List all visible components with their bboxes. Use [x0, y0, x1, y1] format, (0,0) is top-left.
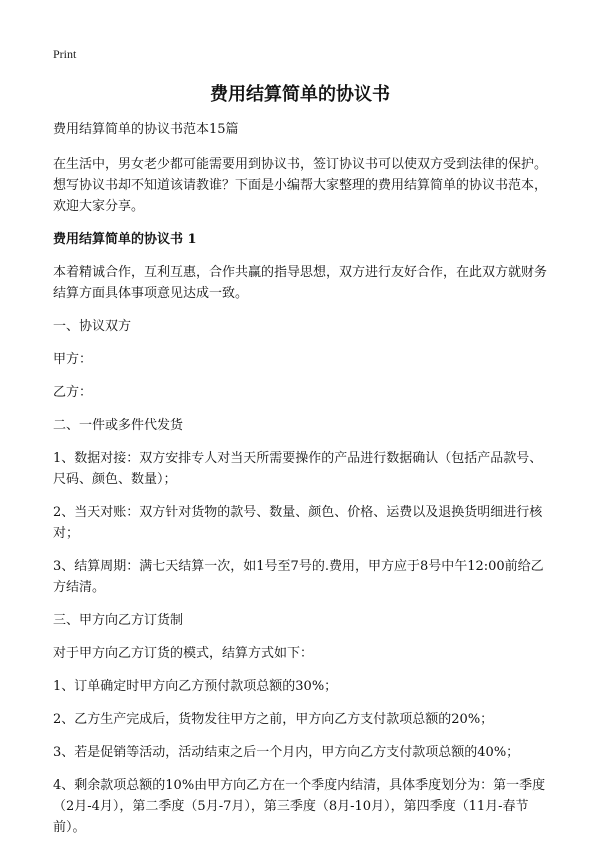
party-a-line: 甲方： — [53, 352, 93, 367]
clause-item: 2、当天对账：双方针对货物的款号、数量、颜色、价格、运费以及退换货明细进行核对； — [53, 505, 543, 541]
clause-heading-parties: 一、协议双方 — [53, 319, 132, 334]
document-title: 费用结算简单的协议书 — [210, 84, 390, 105]
clause-item: 3、结算周期：满七天结算一次，如1号至7号的.费用，甲方应于8号中午12:00前给乙方结清。 — [53, 559, 544, 595]
document-body — [53, 119, 553, 850]
paragraph-preamble: 本着精诚合作，互利互惠，合作共赢的指导思想，双方进行友好合作，在此双方就财务结算方面具体事项意见达成一致。 — [53, 265, 548, 301]
clause-item: 1、数据对接：双方安排专人对当天所需要操作的产品进行数据确认（包括产品款号、尺码、颜色、数量）； — [53, 451, 543, 487]
clause-heading-dropship: 二、一件或多件代发货 — [53, 418, 184, 433]
print-link[interactable]: Print — [53, 47, 77, 61]
section-heading: 费用结算简单的协议书 1 — [53, 232, 197, 247]
clause-intro: 对于甲方向乙方订货的模式，结算方式如下： — [53, 646, 314, 661]
document-subtitle: 费用结算简单的协议书范本15篇 — [53, 122, 239, 137]
clause-item: 1、订单确定时甲方向乙方预付款项总额的30%； — [53, 679, 338, 694]
intro-paragraph: 在生活中，男女老少都可能需要用到协议书，签订协议书可以使双方受到法律的保护。想写协议书却不知道该请教谁？下面是小编帮大家整理的费用结算简单的协议书范本，欢迎大家分享。 — [53, 157, 548, 214]
clause-heading-ordering: 三、甲方向乙方订货制 — [53, 613, 184, 628]
clause-item: 3、若是促销等活动，活动结束之后一个月内，甲方向乙方支付款项总额的40%； — [53, 745, 520, 760]
party-b-line: 乙方： — [53, 385, 93, 400]
clause-item: 2、乙方生产完成后，货物发往甲方之前，甲方向乙方支付款项总额的20%； — [53, 712, 494, 727]
clause-item: 4、剩余款项总额的10%由甲方向乙方在一个季度内结清，具体季度划分为：第一季度（2月-4月），第二季度（5月-7月），第三季度（8月-10月），第四季度（11月-春节前）。 — [53, 778, 546, 835]
